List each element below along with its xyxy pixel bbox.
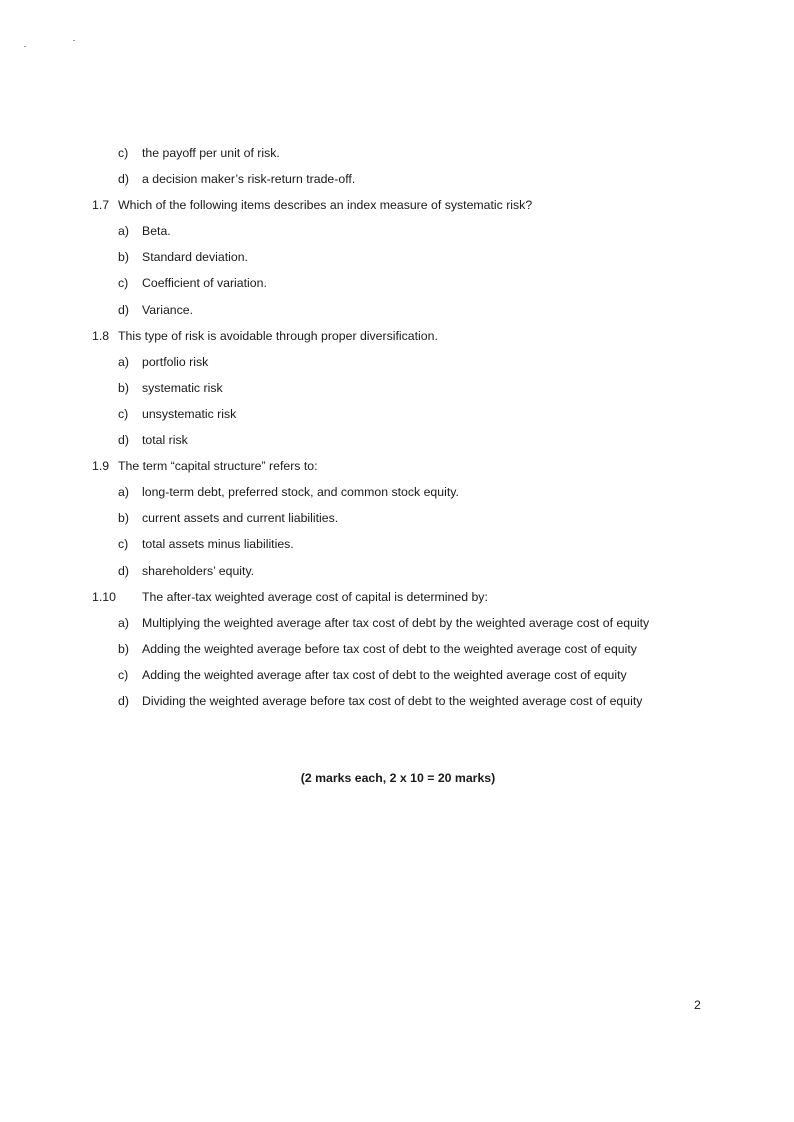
scan-speck (73, 40, 75, 41)
option-text: long-term debt, preferred stock, and common stock equity. (142, 485, 459, 500)
option-label: c) (118, 406, 129, 421)
option-text: Multiplying the weighted average after tax cost of debt by the weighted average cost of equity (142, 615, 650, 630)
option-label: b) (118, 641, 129, 656)
answer-option (0, 270, 794, 296)
option-label: a) (118, 615, 129, 630)
option-label: b) (118, 380, 129, 395)
option-label: d) (118, 563, 129, 578)
answer-option (0, 688, 794, 714)
option-text: Beta. (142, 224, 171, 239)
option-text: the payoff per unit of risk. (142, 146, 280, 160)
option-text: total assets minus liabilities. (142, 537, 294, 552)
answer-option (0, 297, 794, 323)
question (0, 453, 794, 479)
question-text: The after-tax weighted average cost of capital is determined by: (142, 589, 488, 604)
option-label: c) (118, 146, 129, 160)
option-text: systematic risk (142, 380, 223, 395)
question-list (0, 140, 794, 714)
question-number: 1.9 (92, 459, 110, 474)
option-text: Adding the weighted average before tax cost of debt to the weighted average cost of equity (142, 641, 637, 656)
answer-option (0, 427, 794, 453)
option-label: d) (118, 693, 129, 708)
option-label: c) (118, 667, 129, 682)
option-text: Dividing the weighted average before tax cost of debt to the weighted average cost of equity (142, 693, 643, 708)
option-text: shareholders’ equity. (142, 563, 255, 578)
option-label: b) (118, 511, 129, 526)
option-label: b) (118, 250, 129, 265)
question-text: Which of the following items describes an index measure of systematic risk? (118, 198, 533, 213)
page-number: 2 (694, 998, 701, 1012)
answer-option (0, 244, 794, 270)
answer-option (0, 140, 794, 166)
option-text: current assets and current liabilities. (142, 511, 339, 526)
option-label: a) (118, 485, 129, 500)
question-number: 1.8 (92, 328, 110, 343)
question-number: 1.10 (92, 589, 116, 604)
option-text: Variance. (142, 302, 194, 317)
option-text: Standard deviation. (142, 250, 248, 265)
answer-option (0, 349, 794, 375)
answer-option (0, 218, 794, 244)
question-text: This type of risk is avoidable through proper diversification. (118, 328, 438, 343)
option-label: d) (118, 433, 129, 448)
option-text: unsystematic risk (142, 406, 237, 421)
question (0, 323, 794, 349)
marks-note: (2 marks each, 2 x 10 = 20 marks) (300, 771, 496, 785)
option-text: Adding the weighted average after tax cost of debt to the weighted average cost of equity (142, 667, 627, 682)
answer-option (0, 636, 794, 662)
option-label: d) (118, 172, 129, 187)
question (0, 192, 794, 218)
option-label: c) (118, 537, 129, 552)
option-text: a decision maker’s risk-return trade-off. (142, 172, 356, 187)
question (0, 584, 794, 610)
option-label: d) (118, 302, 129, 317)
question-text: The term “capital structure” refers to: (118, 459, 318, 474)
answer-option (0, 531, 794, 557)
option-text: Coefficient of variation. (142, 276, 267, 291)
answer-option (0, 662, 794, 688)
question-number: 1.7 (92, 198, 110, 213)
answer-option (0, 610, 794, 636)
answer-option (0, 166, 794, 192)
option-label: a) (118, 354, 129, 369)
answer-option (0, 375, 794, 401)
option-text: total risk (142, 433, 188, 448)
option-label: a) (118, 224, 129, 239)
answer-option (0, 558, 794, 584)
answer-option (0, 401, 794, 427)
option-text: portfolio risk (142, 354, 209, 369)
scan-speck (24, 46, 26, 47)
answer-option (0, 505, 794, 531)
answer-option (0, 479, 794, 505)
option-label: c) (118, 276, 129, 291)
